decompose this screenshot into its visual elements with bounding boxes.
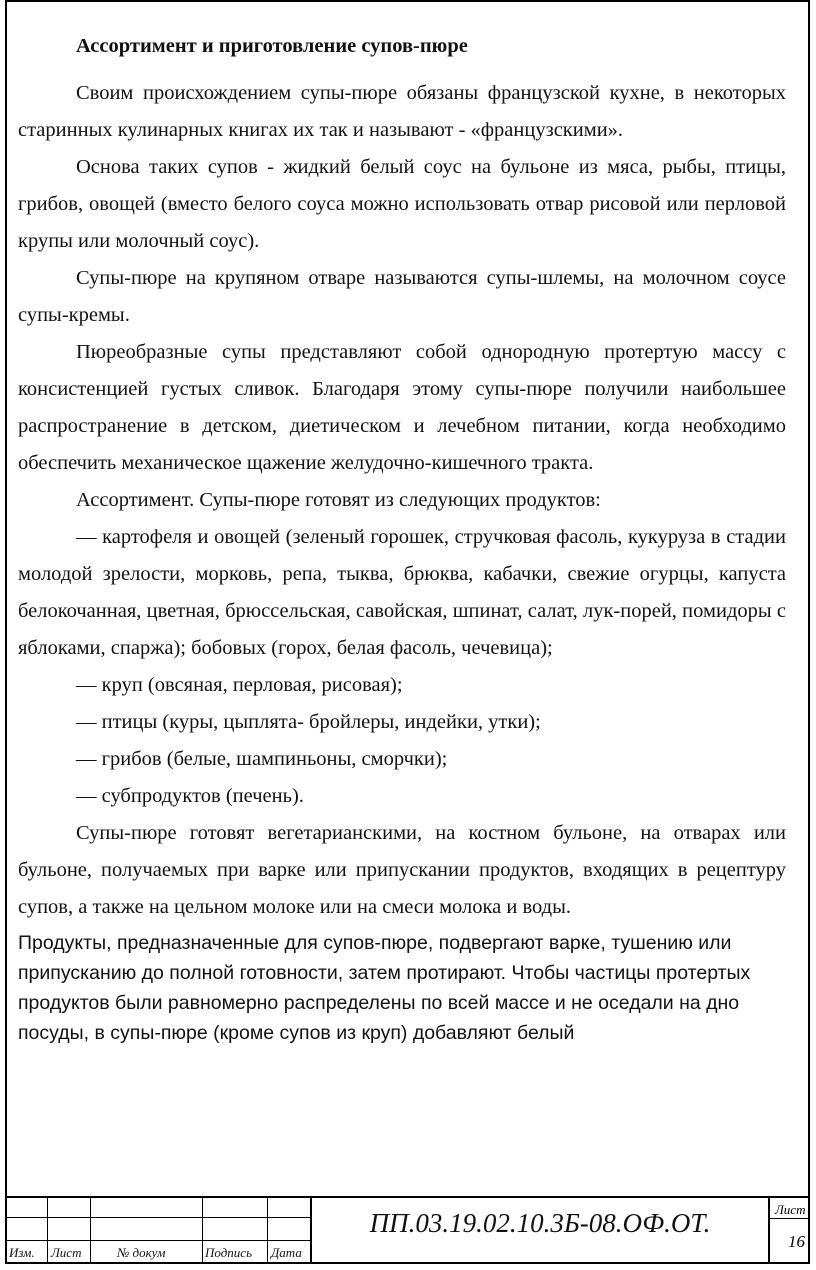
list-item: — картофеля и овощей (зеленый горошек, стручковая фасоль, кукуруза в стадии молодой зрелости, морковь, репа, тыква, брюква, кабачки, свежие огурцы, капуста белокочанная, цветная, брюссельская, савойская, шпинат, салат, лук-порей, помидоры с яблоками, спаржа); бобовых (горох, белая фасоль, чечевица); (18, 526, 786, 659)
col-date-label: Дата (271, 1245, 302, 1260)
document-heading: Ассортимент и приготовление супов-пюре (76, 35, 468, 57)
paragraph: Супы-пюре на крупяном отваре называются супы-шлемы, на молочном соусе супы-кремы. (18, 267, 786, 326)
col-doc-label: № докум (117, 1245, 166, 1260)
col-sign-label: Подпись (205, 1245, 252, 1260)
list-item: — субпродуктов (печень). (76, 785, 304, 807)
document-body (18, 28, 786, 1048)
list-item: — грибов (белые, шампиньоны, сморчки); (76, 748, 448, 770)
paragraph: Супы-пюре готовят вегетарианскими, на костном бульоне, на отварах или бульоне, получаемых при варке или припускании продуктов, входящих в рецептуру супов, а также на цельном молоке или на смеси молока и воды. (18, 822, 786, 918)
sans-paragraph: Продукты, предназначенные для супов-пюре, подвергают варке, тушению или припусканию до полной готовности, затем протирают. Чтобы частицы протертых продуктов были равномерно распределены по всей массе и не оседали на дно посуды, в супы-пюре (кроме супов из круп) добавляют белый (18, 932, 751, 1044)
document-code: ПП.03.19.02.10.3Б-08.ОФ.ОТ. (369, 1208, 711, 1238)
col-izm-label: Изм. (9, 1245, 35, 1260)
col-list-label: Лист (51, 1245, 82, 1260)
paragraph: Своим происхождением супы-пюре обязаны французской кухне, в некоторых старинных кулинарных книгах их так и называют - «французскими». (18, 82, 786, 141)
sheet-label: Лист (775, 1202, 806, 1217)
sheet-number: 16 (788, 1232, 805, 1251)
paragraph: Основа таких супов - жидкий белый соус на бульоне из мяса, рыбы, птицы, грибов, овощей (вместо белого соуса можно использовать отвар рисовой или перловой крупы или молочный соус). (18, 156, 786, 252)
list-item: — круп (овсяная, перловая, рисовая); (76, 674, 403, 696)
paragraph: Ассортимент. Супы-пюре готовят из следующих продуктов: (76, 489, 601, 511)
list-item: — птицы (куры, цыплята- бройлеры, индейки, утки); (76, 711, 541, 733)
title-block (5, 1196, 810, 1264)
paragraph: Пюреобразные супы представляют собой однородную протертую массу с консистенцией густых сливок. Благодаря этому супы-пюре получили наибольшее распространение в детском, диетическом и лечебном питании, когда необходимо обеспечить механическое щажение желудочно-кишечного тракта. (18, 341, 786, 474)
